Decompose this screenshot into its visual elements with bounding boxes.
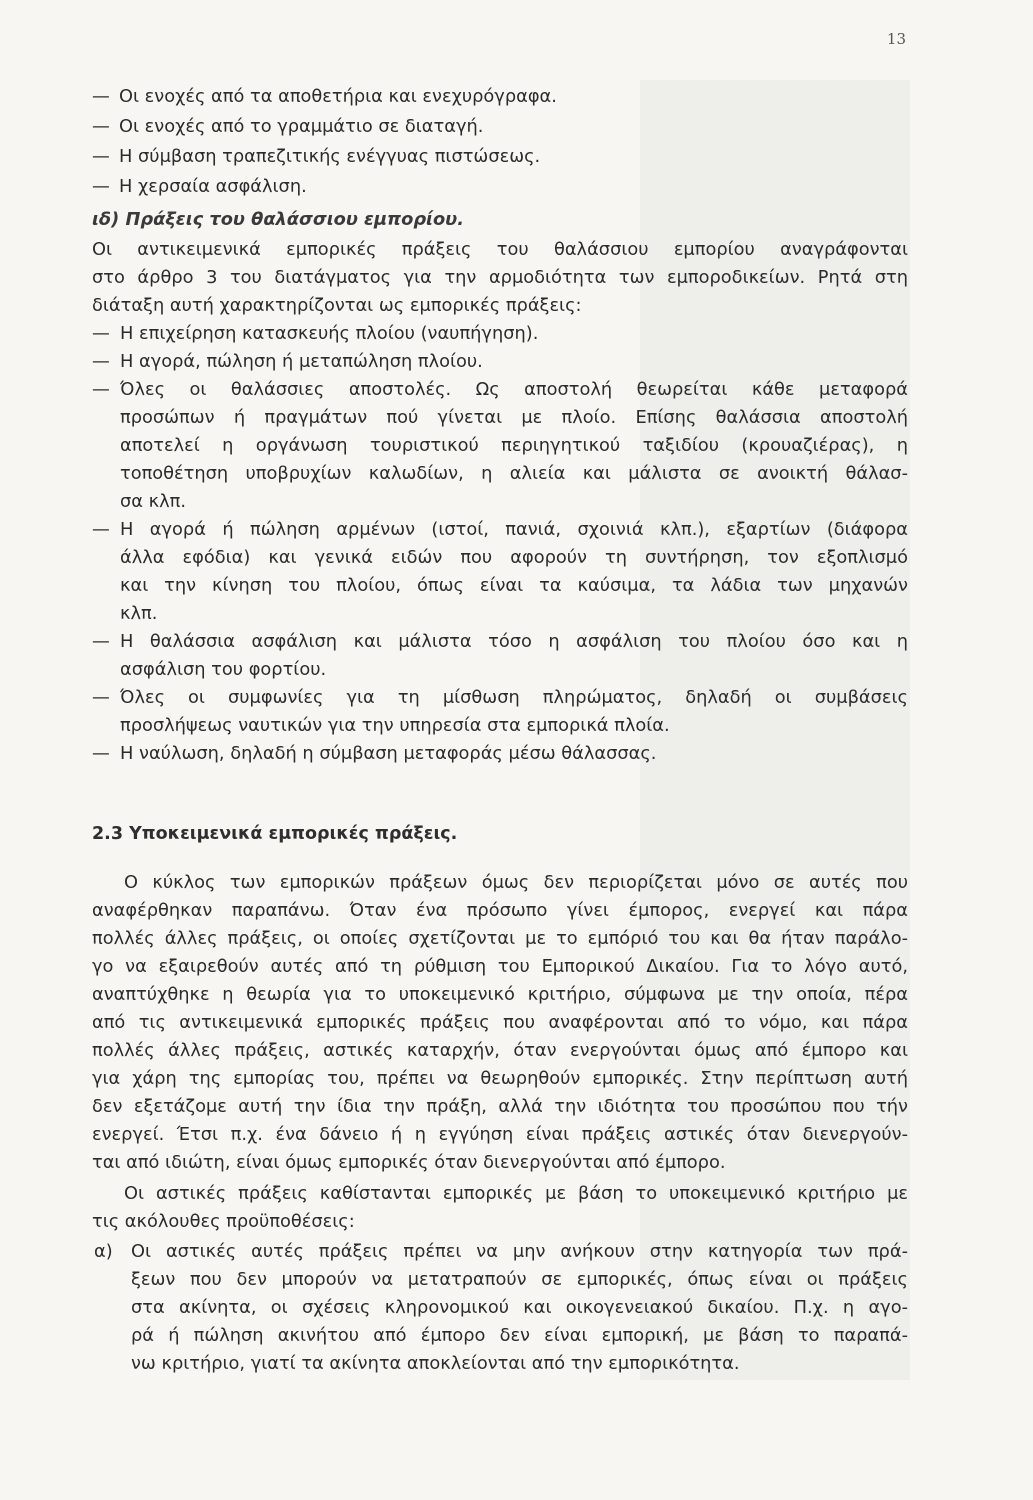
list-item: Η αγορά, πώληση ή μεταπώληση πλοίου. [120, 351, 483, 372]
list-item-line: νω κριτήριο, γιατί τα ακίνητα αποκλείονται από την εμπορικότητα. [131, 1353, 740, 1374]
list-item: Η ναύλωση, δηλαδή η σύμβαση μεταφοράς μέσω θάλασσας. [120, 743, 657, 764]
paragraph-line: για χάρη της εμπορίας του, πρέπει να θεωρηθούν εμπορικές. Στην περίπτωση αυτή [92, 1068, 908, 1089]
list-marker: α) [94, 1241, 113, 1262]
paragraph-line: γο να εξαιρεθούν αυτές από τη ρύθμιση του Εμπορικού Δικαίου. Για το λόγο αυτό, [92, 956, 908, 977]
list-item-line: στα ακίνητα, οι σχέσεις κληρονομικού και οικογενειακού δικαίου. Π.χ. η αγο- [131, 1297, 908, 1318]
list-item: Η αγορά ή πώληση αρμένων (ιστοί, πανιά, σχοινιά κλπ.), εξαρτίων (διάφορα [120, 519, 908, 540]
paragraph-line: στο άρθρο 3 του διατάγματος για την αρμοδιότητα των εμποροδικείων. Ρητά στη [92, 267, 908, 288]
list-item-line: σα κλπ. [120, 491, 187, 512]
list-item: Όλες οι θαλάσσιες αποστολές. Ως αποστολή θεωρείται κάθε μεταφορά [120, 379, 908, 400]
list-item: Οι ενοχές από τα αποθετήρια και ενεχυρόγραφα. [119, 86, 557, 107]
dash-marker: — [92, 743, 110, 764]
list-item: Όλες οι συμφωνίες για τη μίσθωση πληρώματος, δηλαδή οι συμβάσεις [120, 687, 908, 708]
paragraph-line: Οι αστικές πράξεις καθίστανται εμπορικές με βάση το υποκειμενικό κριτήριο με [124, 1183, 908, 1204]
list-item-line: τοποθέτηση υποβρυχίων καλωδίων, η αλιεία και μάλιστα σε ανοικτή θάλασ- [120, 463, 908, 484]
dash-marker: — [92, 323, 110, 344]
list-item-line: προσώπων ή πραγμάτων πού γίνεται με πλοίο. Επίσης θαλάσσια αποστολή [120, 407, 908, 428]
dash-marker: — [92, 86, 110, 107]
section-heading: ιδ) Πράξεις του θαλάσσιου εμπορίου. [92, 209, 464, 230]
paragraph-line: πολλές άλλες πράξεις, οι οποίες σχετίζονται με το εμπόριό του και θα ήταν παράλο- [92, 928, 908, 949]
paragraph-line: πολλές άλλες πράξεις, αστικές καταρχήν, όταν ενεργούνται όμως από έμπορο και [92, 1040, 908, 1061]
list-item-line: προσλήψεως ναυτικών για την υπηρεσία στα εμπορικά πλοία. [120, 715, 670, 736]
dash-marker: — [92, 519, 110, 540]
section-heading: 2.3 Υποκειμενικά εμπορικές πράξεις. [92, 824, 458, 844]
paragraph-line: ται από ιδιώτη, είναι όμως εμπορικές όταν διενεργούνται από έμπορο. [92, 1152, 726, 1173]
list-item-line: και την κίνηση του πλοίου, όπως είναι τα καύσιμα, τα λάδια των μηχανών [120, 575, 908, 596]
list-item: Οι ενοχές από το γραμμάτιο σε διαταγή. [119, 116, 484, 137]
paragraph-line: δεν εξετάζομε αυτή την ίδια την πράξη, αλλά την ιδιότητα του προσώπου που τήν [92, 1096, 908, 1117]
list-item: Η σύμβαση τραπεζιτικής ενέγγυας πιστώσεως. [119, 146, 541, 167]
dash-marker: — [92, 351, 110, 372]
list-item-line: ασφάλιση του φορτίου. [120, 659, 327, 680]
page-number: 13 [886, 30, 906, 48]
list-item: Η χερσαία ασφάλιση. [119, 176, 307, 197]
paragraph-line: διάταξη αυτή χαρακτηρίζονται ως εμπορικές πράξεις: [92, 295, 582, 316]
paragraph-line: Οι αντικειμενικά εμπορικές πράξεις του θαλάσσιου εμπορίου αναγράφονται [92, 239, 908, 260]
list-item: Η επιχείρηση κατασκευής πλοίου (ναυπήγηση). [120, 323, 539, 344]
paragraph-line: αναπτύχθηκε η θεωρία για το υποκειμενικό κριτήριο, σύμφωνα με την οποία, πέρα [92, 984, 908, 1005]
list-item-line: άλλα εφόδια) και γενικά ειδών που αφορούν τη συντήρηση, τον εξοπλισμό [120, 547, 908, 568]
paragraph-line: Ο κύκλος των εμπορικών πράξεων όμως δεν περιορίζεται μόνο σε αυτές που [124, 872, 908, 893]
list-item-line: ξεων που δεν μπορούν να μετατραπούν σε εμπορικές, όπως είναι οι πράξεις [131, 1269, 908, 1290]
list-item-line: αποτελεί η οργάνωση τουριστικού περιηγητικού ταξιδίου (κρουαζιέρας), η [120, 435, 908, 456]
dash-marker: — [92, 379, 110, 400]
list-item-line: ρά ή πώληση ακινήτου από έμπορο δεν είναι εμπορική, με βάση το παραπά- [131, 1325, 908, 1346]
list-item: Οι αστικές αυτές πράξεις πρέπει να μην ανήκουν στην κατηγορία των πρά- [131, 1241, 908, 1262]
dash-marker: — [92, 631, 110, 652]
dash-marker: — [92, 687, 110, 708]
list-item: Η θαλάσσια ασφάλιση και μάλιστα τόσο η ασφάλιση του πλοίου όσο και η [120, 631, 908, 652]
paragraph-line: τις ακόλουθες προϋποθέσεις: [92, 1211, 355, 1232]
list-item-line: κλπ. [120, 603, 158, 624]
dash-marker: — [92, 116, 110, 137]
paragraph-line: από τις αντικειμενικά εμπορικές πράξεις που αναφέρονται από το νόμο, και πάρα [92, 1012, 908, 1033]
paragraph-line: αναφέρθηκαν παραπάνω. Όταν ένα πρόσωπο γίνει έμπορος, ενεργεί και πάρα [92, 900, 908, 921]
dash-marker: — [92, 176, 110, 197]
paragraph-line: ενεργεί. Έτσι π.χ. ένα δάνειο ή η εγγύηση είναι πράξεις αστικές όταν διενεργούν- [92, 1124, 908, 1145]
dash-marker: — [92, 146, 110, 167]
